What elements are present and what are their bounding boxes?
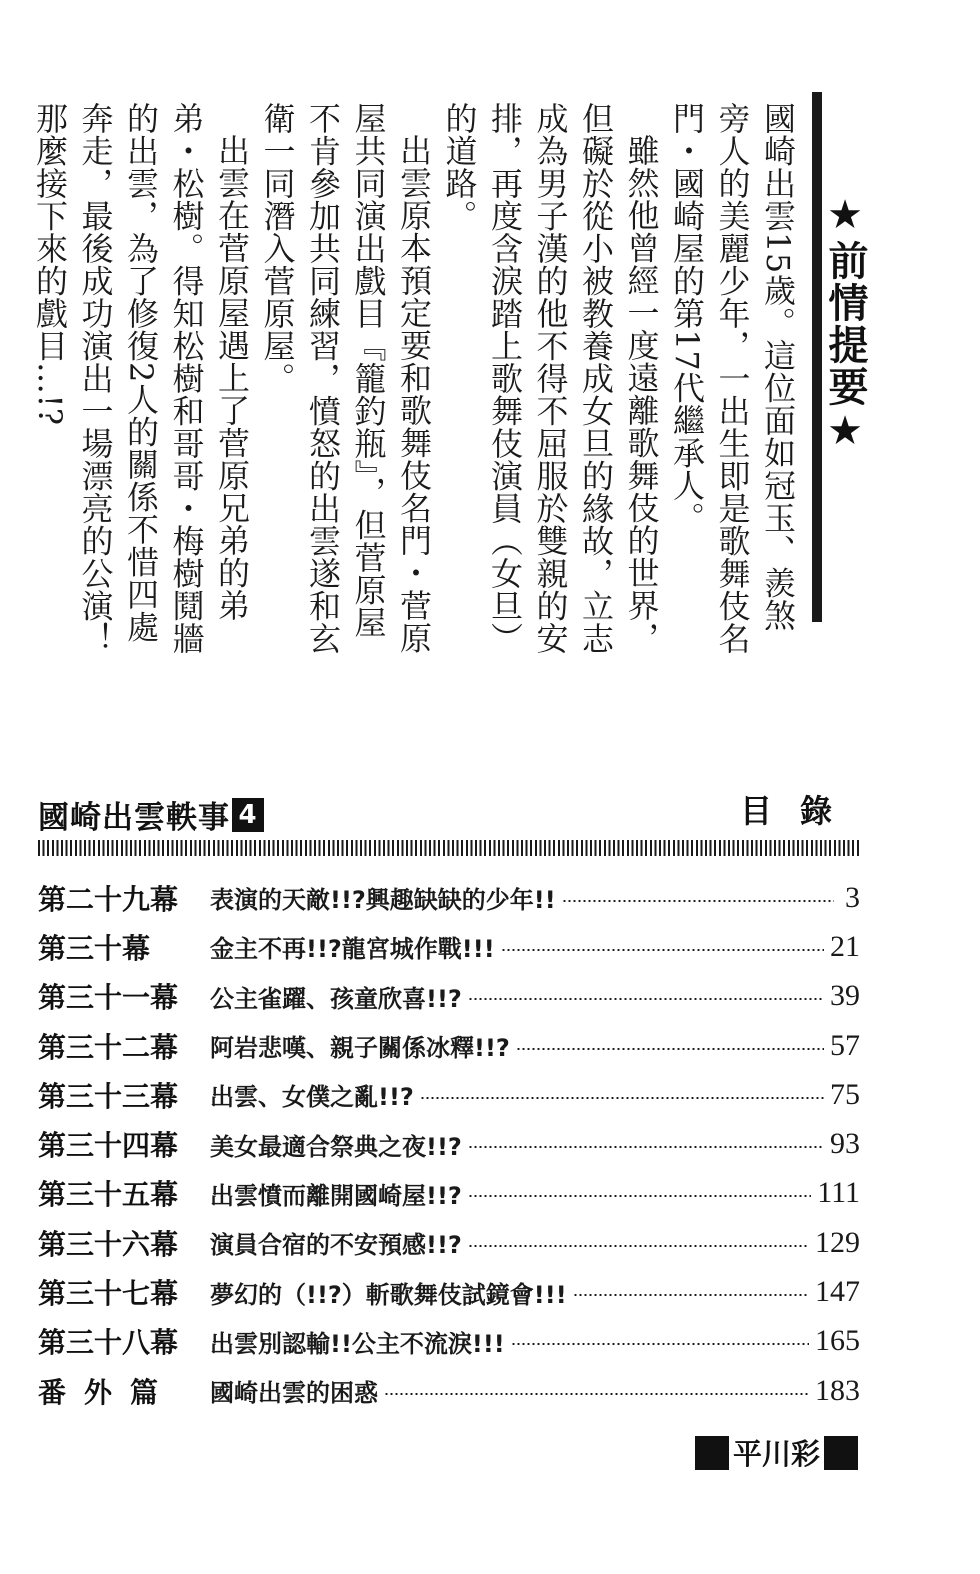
toc-entry[interactable] xyxy=(38,873,860,922)
toc-chapter-title: 金主不再!!?龍宮城作戰!!! xyxy=(210,935,495,964)
toc-chapter-label: 番外篇 xyxy=(38,1375,177,1409)
toc-page-number: 39 xyxy=(830,979,860,1013)
toc-entry[interactable] xyxy=(38,972,860,1021)
toc-page-number: 183 xyxy=(815,1373,860,1407)
toc-list xyxy=(38,873,860,1415)
author-credit xyxy=(691,1432,862,1473)
toc-chapter-label: 第三十四幕 xyxy=(38,1129,179,1163)
toc-chapter-title: 出雲憤而離開國崎屋!!? xyxy=(210,1181,462,1210)
toc-entry[interactable] xyxy=(38,1021,860,1070)
toc-page-number: 165 xyxy=(815,1324,860,1358)
toc-chapter-title: 表演的天敵!!?興趣缺缺的少年!! xyxy=(210,886,556,915)
synopsis-heading: ★前情提要★ xyxy=(822,192,868,456)
toc-leader-dots xyxy=(501,949,824,951)
toc-leader-dots xyxy=(562,900,834,902)
toc-leader-dots xyxy=(573,1294,809,1296)
toc-page-number: 129 xyxy=(815,1225,860,1259)
toc-entry[interactable] xyxy=(38,1317,860,1366)
synopsis-paragraph: 國崎出雲15歲。這位面如冠玉、羨煞旁人的美麗少年，一出生即是歌舞伎名門・國崎屋的第17代繼承人。 xyxy=(668,102,797,655)
toc-chapter-label: 第二十九幕 xyxy=(38,882,179,916)
toc-entry[interactable] xyxy=(38,1169,860,1218)
toc-entry[interactable] xyxy=(38,1366,860,1415)
toc-entry[interactable] xyxy=(38,1218,860,1267)
toc-leader-dots xyxy=(468,998,824,1000)
author-left-block xyxy=(695,1436,729,1470)
toc-chapter-label: 第三十二幕 xyxy=(38,1030,179,1064)
toc-page-number: 57 xyxy=(830,1028,860,1062)
toc-entry[interactable] xyxy=(38,1267,860,1316)
toc-page-number: 75 xyxy=(830,1077,860,1111)
toc-chapter-label: 第三十五幕 xyxy=(38,1178,179,1212)
toc-chapter-title: 出雲、女僕之亂!!? xyxy=(210,1083,414,1112)
toc-page-number: 21 xyxy=(830,929,860,963)
toc-page-number: 111 xyxy=(817,1176,860,1210)
toc-chapter-label: 第三十八幕 xyxy=(38,1326,179,1360)
synopsis-divider xyxy=(812,92,822,622)
toc-leader-dots xyxy=(468,1146,824,1148)
toc-page-number: 93 xyxy=(830,1127,860,1161)
toc-leader-dots xyxy=(511,1343,809,1345)
toc-chapter-title: 出雲別認輸!!公主不流淚!!! xyxy=(210,1329,505,1358)
toc-leader-dots xyxy=(420,1097,824,1099)
toc-leader-dots xyxy=(384,1393,809,1395)
toc-chapter-label: 第三十幕 xyxy=(38,931,151,965)
toc-chapter-title: 美女最適合祭典之夜!!? xyxy=(210,1132,462,1161)
synopsis-paragraph: 出雲原本預定要和歌舞伎名門・菅原屋共同演出戲目『籠釣瓶』，但菅原屋不肯參加共同練習，憤怒的出雲遂和玄衛一同潛入菅原屋。 xyxy=(258,102,433,655)
toc-header xyxy=(38,778,860,838)
synopsis-paragraph: 雖然他曾經一度遠離歌舞伎的世界，但礙於從小被教養成女旦的緣故，立志成為男子漢的他不得不屈服於雙親的安排，再度含淚踏上歌舞伎演員（女旦）的道路。 xyxy=(440,102,661,655)
toc-chapter-title: 夢幻的（!!?）斬歌舞伎試鏡會!!! xyxy=(210,1280,567,1309)
toc-chapter-title: 演員合宿的不安預感!!? xyxy=(210,1231,462,1260)
toc-leader-dots xyxy=(516,1048,824,1050)
author-right-block xyxy=(824,1436,858,1470)
synopsis-paragraph: 出雲在菅原屋遇上了菅原兄弟的弟弟・松樹。得知松樹和哥哥・梅樹鬩牆的出雲，為了修復2人的關係不惜四處奔走，最後成功演出一場漂亮的公演！那麼接下來的戲目…!? xyxy=(31,102,251,655)
toc-chapter-label: 第三十六幕 xyxy=(38,1227,179,1261)
author-name: 平川彩 xyxy=(732,1437,820,1471)
synopsis-body xyxy=(27,102,801,662)
volume-number-badge: 4 xyxy=(232,798,264,832)
toc-leader-dots xyxy=(468,1245,809,1247)
decorative-barcode-rule xyxy=(38,840,860,856)
toc-chapter-title: 阿岩悲嘆、親子關係冰釋!!? xyxy=(210,1034,510,1063)
toc-leader-dots xyxy=(468,1195,811,1197)
toc-chapter-title: 公主雀躍、孩童欣喜!!? xyxy=(210,984,462,1013)
toc-chapter-title: 國崎出雲的困惑 xyxy=(210,1379,378,1408)
toc-chapter-label: 第三十七幕 xyxy=(38,1277,179,1311)
series-title xyxy=(38,792,264,837)
toc-page-number: 3 xyxy=(845,880,860,914)
series-title-text: 國崎出雲軼事 xyxy=(38,800,230,836)
toc-entry[interactable] xyxy=(38,1119,860,1168)
toc-chapter-label: 第三十三幕 xyxy=(38,1079,179,1113)
toc-entry[interactable] xyxy=(38,922,860,971)
toc-heading: 目錄 xyxy=(739,792,860,830)
toc-chapter-label: 第三十一幕 xyxy=(38,981,179,1015)
synopsis-section xyxy=(30,92,870,655)
toc-entry[interactable] xyxy=(38,1070,860,1119)
toc-page-number: 147 xyxy=(815,1275,860,1309)
